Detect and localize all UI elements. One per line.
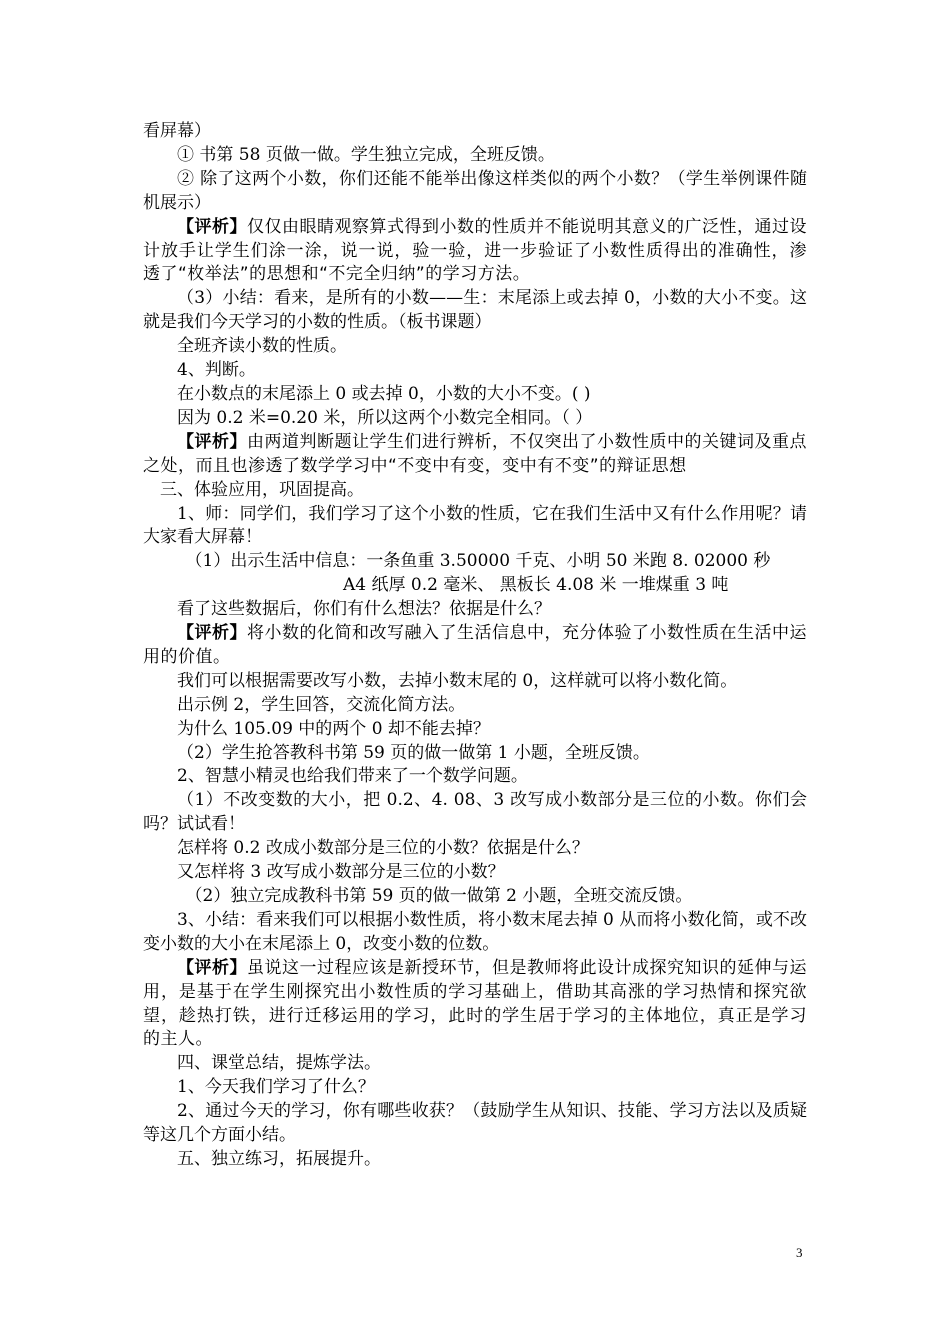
body-paragraph — [143, 287, 807, 335]
paragraph-text: 我们可以根据需要改写小数，去掉小数末尾的 0，这样就可以将小数化简。 — [177, 670, 738, 691]
body-paragraph — [143, 1148, 807, 1172]
paragraph-text: 出示例 2，学生回答，交流化简方法。 — [177, 694, 466, 715]
body-paragraph — [143, 742, 807, 766]
paragraph-text: 虽说这一过程应该是新授环节，但是教师将此设计成探究知识的延伸与运用，是基于在学生刚探究出小数性质的学习基础上，借助其高涨的学习热情和探究欲望，趁热打铁，进行迁移运用的学习，此时的学生居于学习的主体地位，真正是学习的主人。 — [143, 957, 807, 1050]
body-paragraph — [143, 598, 807, 622]
evaluation-tag: 【评析】 — [177, 216, 247, 237]
paragraph-text: （1）出示生活中信息：一条鱼重 3.50000 千克、小明 50 米跑 8. 02000 秒 — [185, 551, 771, 572]
paragraph-text: （2）学生抢答教科书第 59 页的做一做第 1 小题，全班反馈。 — [177, 742, 650, 763]
paragraph-text: 由两道判断题让学生们进行辨析，不仅突出了小数性质中的关键词及重点之处，而且也渗透了数学学习中“不变中有变，变中有不变”的辩证思想 — [143, 431, 807, 476]
paragraph-text: 五、独立练习，拓展提升。 — [177, 1148, 381, 1169]
body-paragraph — [143, 909, 807, 957]
body-paragraph — [143, 789, 807, 837]
body-paragraph — [143, 694, 807, 718]
paragraph-text: 在小数点的末尾添上 0 或去掉 0，小数的大小不变。( ) — [177, 383, 591, 404]
body-paragraph — [143, 359, 807, 383]
body-paragraph — [143, 765, 807, 789]
evaluation-tag: 【评析】 — [177, 623, 247, 644]
document-body — [143, 120, 807, 1172]
body-paragraph — [143, 861, 807, 885]
evaluation-paragraph — [143, 216, 807, 288]
paragraph-text: 1、师：同学们，我们学习了这个小数的性质，它在我们生活中又有什么作用呢？请大家看大屏幕！ — [143, 503, 807, 548]
paragraph-text: 4、判断。 — [177, 360, 256, 381]
evaluation-paragraph — [143, 431, 807, 479]
body-paragraph — [143, 670, 807, 694]
body-paragraph — [143, 718, 807, 742]
paragraph-text: 为什么 105.09 中的两个 0 却不能去掉？ — [177, 718, 490, 739]
body-paragraph — [143, 1052, 807, 1076]
body-paragraph — [143, 574, 807, 598]
paragraph-text: ① 书第 58 页做一做。学生独立完成，全班反馈。 — [177, 144, 555, 165]
paragraph-text: ② 除了这两个小数，你们还能不能举出像这样类似的两个小数？（学生举例课件随机展示） — [143, 168, 807, 213]
body-paragraph — [143, 885, 807, 909]
body-paragraph — [143, 407, 807, 431]
paragraph-text: A4 纸厚 0.2 毫米、 黑板长 4.08 米 一堆煤重 3 吨 — [343, 575, 729, 596]
paragraph-text: 仅仅由眼睛观察算式得到小数的性质并不能说明其意义的广泛性，通过设计放手让学生们涂一涂，说一说，验一验，进一步验证了小数性质得出的准确性，渗透了“枚举法”的思想和“不完全归纳”的学习方法。 — [143, 216, 807, 285]
paragraph-text: 2、智慧小精灵也给我们带来了一个数学问题。 — [177, 766, 528, 787]
evaluation-paragraph — [143, 622, 807, 670]
page-number: 3 — [796, 1245, 803, 1260]
body-paragraph — [143, 503, 807, 551]
body-paragraph — [143, 550, 807, 574]
body-paragraph — [143, 1100, 807, 1148]
paragraph-text: 将小数的化简和改写融入了生活信息中，充分体验了小数性质在生活中运用的价值。 — [143, 623, 807, 667]
paragraph-text: 怎样将 0.2 改成小数部分是三位的小数？依据是什么？ — [177, 838, 589, 859]
paragraph-text: 1、今天我们学习了什么？ — [177, 1077, 375, 1098]
evaluation-paragraph — [143, 957, 807, 1053]
paragraph-text: （2）独立完成教科书第 59 页的做一做第 2 小题，全班交流反馈。 — [185, 886, 693, 906]
body-paragraph — [143, 120, 807, 144]
paragraph-text: （1）不改变数的大小，把 0.2、4. 08、3 改写成小数部分是三位的小数。你们会吗？试试看！ — [143, 790, 807, 835]
paragraph-text: 因为 0.2 米=0.20 米，所以这两个小数完全相同。（ ） — [177, 407, 593, 428]
paragraph-text: 全班齐读小数的性质。 — [177, 336, 347, 357]
paragraph-text: （3）小结：看来，是所有的小数——生：末尾添上或去掉 0，小数的大小不变。这就是我们今天学习的小数的性质。（板书课题） — [143, 288, 807, 333]
body-paragraph — [143, 479, 807, 503]
body-paragraph — [143, 837, 807, 861]
body-paragraph — [143, 168, 807, 216]
evaluation-tag: 【评析】 — [177, 957, 247, 978]
evaluation-tag: 【评析】 — [177, 431, 247, 452]
paragraph-text: 看了这些数据后，你们有什么想法？依据是什么？ — [177, 599, 551, 620]
body-paragraph — [143, 335, 807, 359]
paragraph-text: 四、课堂总结，提炼学法。 — [177, 1053, 381, 1074]
paragraph-text: 三、体验应用，巩固提高。 — [160, 479, 364, 500]
paragraph-text: 看屏幕） — [143, 121, 211, 141]
paragraph-text: 3、小结：看来我们可以根据小数性质，将小数末尾去掉 0 从而将小数化简，或不改变小数的大小在末尾添上 0，改变小数的位数。 — [143, 909, 807, 954]
paragraph-text: 2、通过今天的学习，你有哪些收获？（鼓励学生从知识、技能、学习方法以及质疑等这几个方面小结。 — [143, 1101, 807, 1146]
body-paragraph — [143, 144, 807, 168]
paragraph-text: 又怎样将 3 改写成小数部分是三位的小数？ — [177, 862, 505, 883]
body-paragraph — [143, 1076, 807, 1100]
body-paragraph — [143, 383, 807, 407]
